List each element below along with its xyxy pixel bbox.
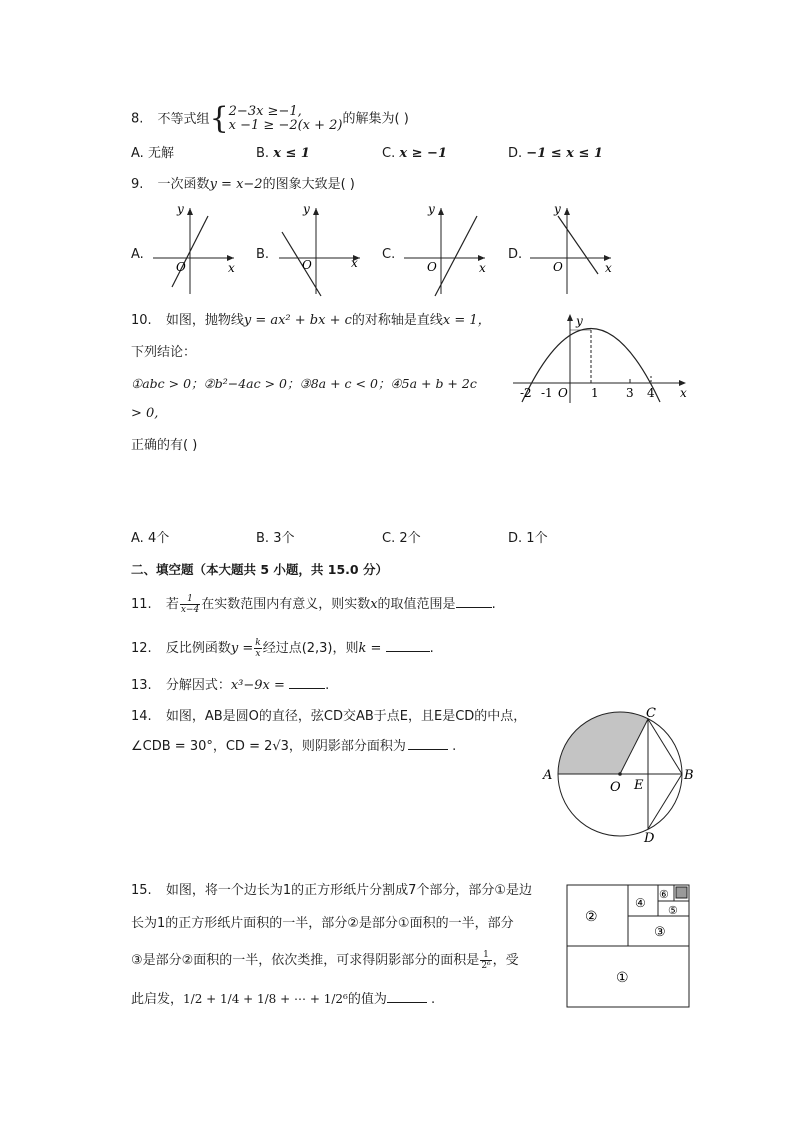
q14-text: 如图，AB是圆O的直径，弦CD交AB于点E，且E是CD的中点， [165,709,527,724]
q15-line3 [131,950,519,971]
q8-suffix: 的解集为( ) [342,111,409,127]
q8-system [229,105,343,133]
x-label: x [228,261,235,275]
q14-end: . [452,739,457,754]
part-4-label: ④ [635,896,646,910]
x-label: x [351,256,358,270]
q9-number: 9. [131,177,144,192]
q10-line1 [131,312,491,330]
q8-option-d[interactable] [508,145,603,163]
q10-option-d[interactable] [508,530,548,548]
q8-option-a[interactable] [131,145,174,163]
x-label: x [680,386,687,400]
q9-option-d-label[interactable]: D. [508,247,523,262]
y-arrow-icon [438,208,444,215]
q10-option-c[interactable] [382,530,421,548]
q12-expr2: k = [358,641,382,656]
fraction-numerator: k [255,638,261,648]
point-d-label: D [644,831,655,846]
q9-option-c-label[interactable]: C. [382,247,396,262]
q15-text3: ③是部分②面积的一半，依次类推，可求得阴影部分的面积是 [131,953,480,968]
answer-blank[interactable] [386,651,430,652]
x-label: x [605,261,612,275]
q10-option-a[interactable] [131,530,169,548]
q8-option-c[interactable] [382,145,447,163]
q11-suffix: 的取值范围是 [377,597,456,612]
tick-label: 3 [626,386,634,400]
y-label: y [576,314,583,328]
point-b-label: B [684,768,694,783]
answer-blank[interactable] [387,1002,427,1003]
answer-blank[interactable] [456,607,492,608]
segment-bd [648,774,682,829]
q9-graph-c[interactable] [399,202,489,297]
q12-number: 12. [131,641,152,656]
q9-graph-d[interactable] [525,202,615,297]
shaded-square [676,887,687,898]
fraction-denominator: x−4 [180,605,200,615]
q13-stem [131,677,329,695]
part-6-label: ⑥ [659,888,669,901]
q10-option-b[interactable] [256,530,294,548]
point-a-label: A [543,768,553,783]
q11-mid: 在实数范围内有意义，则实数 [201,597,371,612]
q8-row1: 2−3x ≥−1, [228,104,302,119]
origin-label: O [176,260,186,274]
q10-axis-expr: x = 1， [442,313,491,328]
tick-label: 1 [591,386,599,400]
q11-var: x [370,597,378,612]
q10-number: 10. [131,313,152,328]
left-brace-icon: { [209,101,229,136]
q13-number: 13. [131,678,152,693]
option-text: x ≥ −1 [399,146,447,161]
q14-line1 [131,708,526,726]
part-1-label: ① [616,970,629,986]
q11-stem [131,594,496,615]
part-3-label: ③ [654,925,666,940]
origin-label: O [302,258,312,272]
q15-line2: 长为1的正方形纸片面积的一半，部分②是部分①面积的一半，部分 [131,916,514,931]
q9-graph-b[interactable] [274,202,364,297]
q8-stem [131,101,409,136]
q14-number: 14. [131,709,152,724]
function-line [558,216,598,274]
q14-circle-figure[interactable] [538,705,698,850]
q8-option-b[interactable] [256,145,310,163]
q15-square-figure[interactable] [566,884,692,1010]
q14-text2: ∠CDB = 30°，CD = 2√3，则阴影部分面积为 [131,739,406,754]
q11-number: 11. [131,597,152,612]
fraction-denominator: 2⁶ [481,961,491,971]
option-text: 3个 [273,531,295,546]
y-label: y [303,202,310,216]
point-e-label: E [634,778,644,793]
y-arrow-icon [187,208,193,215]
q9-graph-a[interactable] [148,202,238,297]
q10-line4: > 0, [131,406,159,421]
answer-blank[interactable] [408,749,448,750]
segment-cb [648,719,682,774]
q15-line1 [131,882,532,900]
option-label: C. [382,531,396,546]
q15-series: 1/2 + 1/4 + 1/8 + ⋯ + 1/2⁶ [183,992,348,1006]
q15-number: 15. [131,883,152,898]
q9-option-a-label[interactable]: A. [131,247,144,262]
option-text: 4个 [147,531,170,546]
y-label: y [554,202,561,216]
answer-blank[interactable] [289,688,325,689]
point-o-label: O [610,780,621,795]
tick-label: -2 [520,386,532,400]
part-5-label: ⑤ [668,904,678,917]
origin-label: O [558,386,568,400]
q15-text4-end: 的值为 [347,992,387,1007]
option-label: D. [508,146,523,161]
q8-number: 8. [131,111,144,127]
tick-label: -1 [541,386,553,400]
option-label: D. [508,531,523,546]
q12-prefix: 反比例函数 [165,641,231,656]
origin-label: O [427,260,437,274]
option-label: B. [256,531,270,546]
y-label: y [428,202,435,216]
q9-stem [131,176,355,194]
fraction-numerator: 1 [180,594,200,605]
q9-expression: y = x−2 [209,177,263,192]
q11-fraction [180,594,200,615]
q9-suffix: 的图象大致是( ) [262,177,355,192]
q12-fraction [254,638,261,659]
tick-label: 4 [647,386,655,400]
q10-line5: 正确的有( ) [131,438,198,453]
q14-line2 [131,738,456,756]
q15-text3-end: ，受 [492,953,519,968]
option-text: 2个 [399,531,421,546]
q10-parabola-graph[interactable] [510,310,695,405]
q10-line3: ①abc > 0；②b²−4ac > 0；③8a + c < 0；④5a + b + 2c [131,376,477,391]
shaded-region [558,712,648,774]
q10-parabola-expr: y = ax² + bx + c [243,313,352,328]
q15-text1: 如图，将一个边长为1的正方形纸片分割成7个部分，部分①是边 [165,883,533,898]
center-point [618,772,622,776]
q10-line2: 下列结论： [131,345,197,360]
y-label: y [177,202,184,216]
q12-mid: 经过点(2,3)，则 [262,641,359,656]
q13-expr: x³−9x = [230,678,285,693]
x-label: x [479,261,486,275]
option-text: 1个 [526,531,548,546]
fraction-numerator: 1 [480,950,491,961]
q15-text4: 此启发， [131,992,184,1007]
q8-row2: x −1 ≥ −2(x + 2) [228,118,343,133]
q12-stem [131,638,434,659]
q10-prefix: 如图，抛物线 [165,313,244,328]
fraction-denominator: x [255,649,261,659]
q10-mid: 的对称轴是直线 [351,313,443,328]
q13-end: . [325,678,330,693]
q15-fraction [480,950,491,971]
option-label: A. [131,531,144,546]
q15-end: . [430,992,436,1007]
origin-label: O [553,260,563,274]
option-label: A. [131,146,144,161]
option-text: −1 ≤ x ≤ 1 [526,146,603,161]
q12-expr: y = [230,641,254,656]
option-text: x ≤ 1 [273,146,310,161]
q8-prefix: 不等式组 [157,111,210,127]
q15-line4 [131,990,435,1009]
y-arrow-icon [564,208,570,215]
q9-prefix: 一次函数 [157,177,210,192]
section-heading: 二、填空题（本大题共 5 小题，共 15.0 分） [131,562,388,577]
point-c-label: C [646,706,656,721]
option-label: B. [256,146,270,161]
y-arrow-icon [313,208,319,215]
q13-prefix: 分解因式： [165,678,231,693]
q11-end: . [491,597,496,612]
option-label: C. [382,146,396,161]
q12-end: . [429,641,434,656]
q11-prefix: 若 [165,597,179,612]
part-2-label: ② [585,909,598,925]
option-text: 无解 [147,146,174,161]
q9-option-b-label[interactable]: B. [256,247,270,262]
y-arrow-icon [567,314,573,321]
